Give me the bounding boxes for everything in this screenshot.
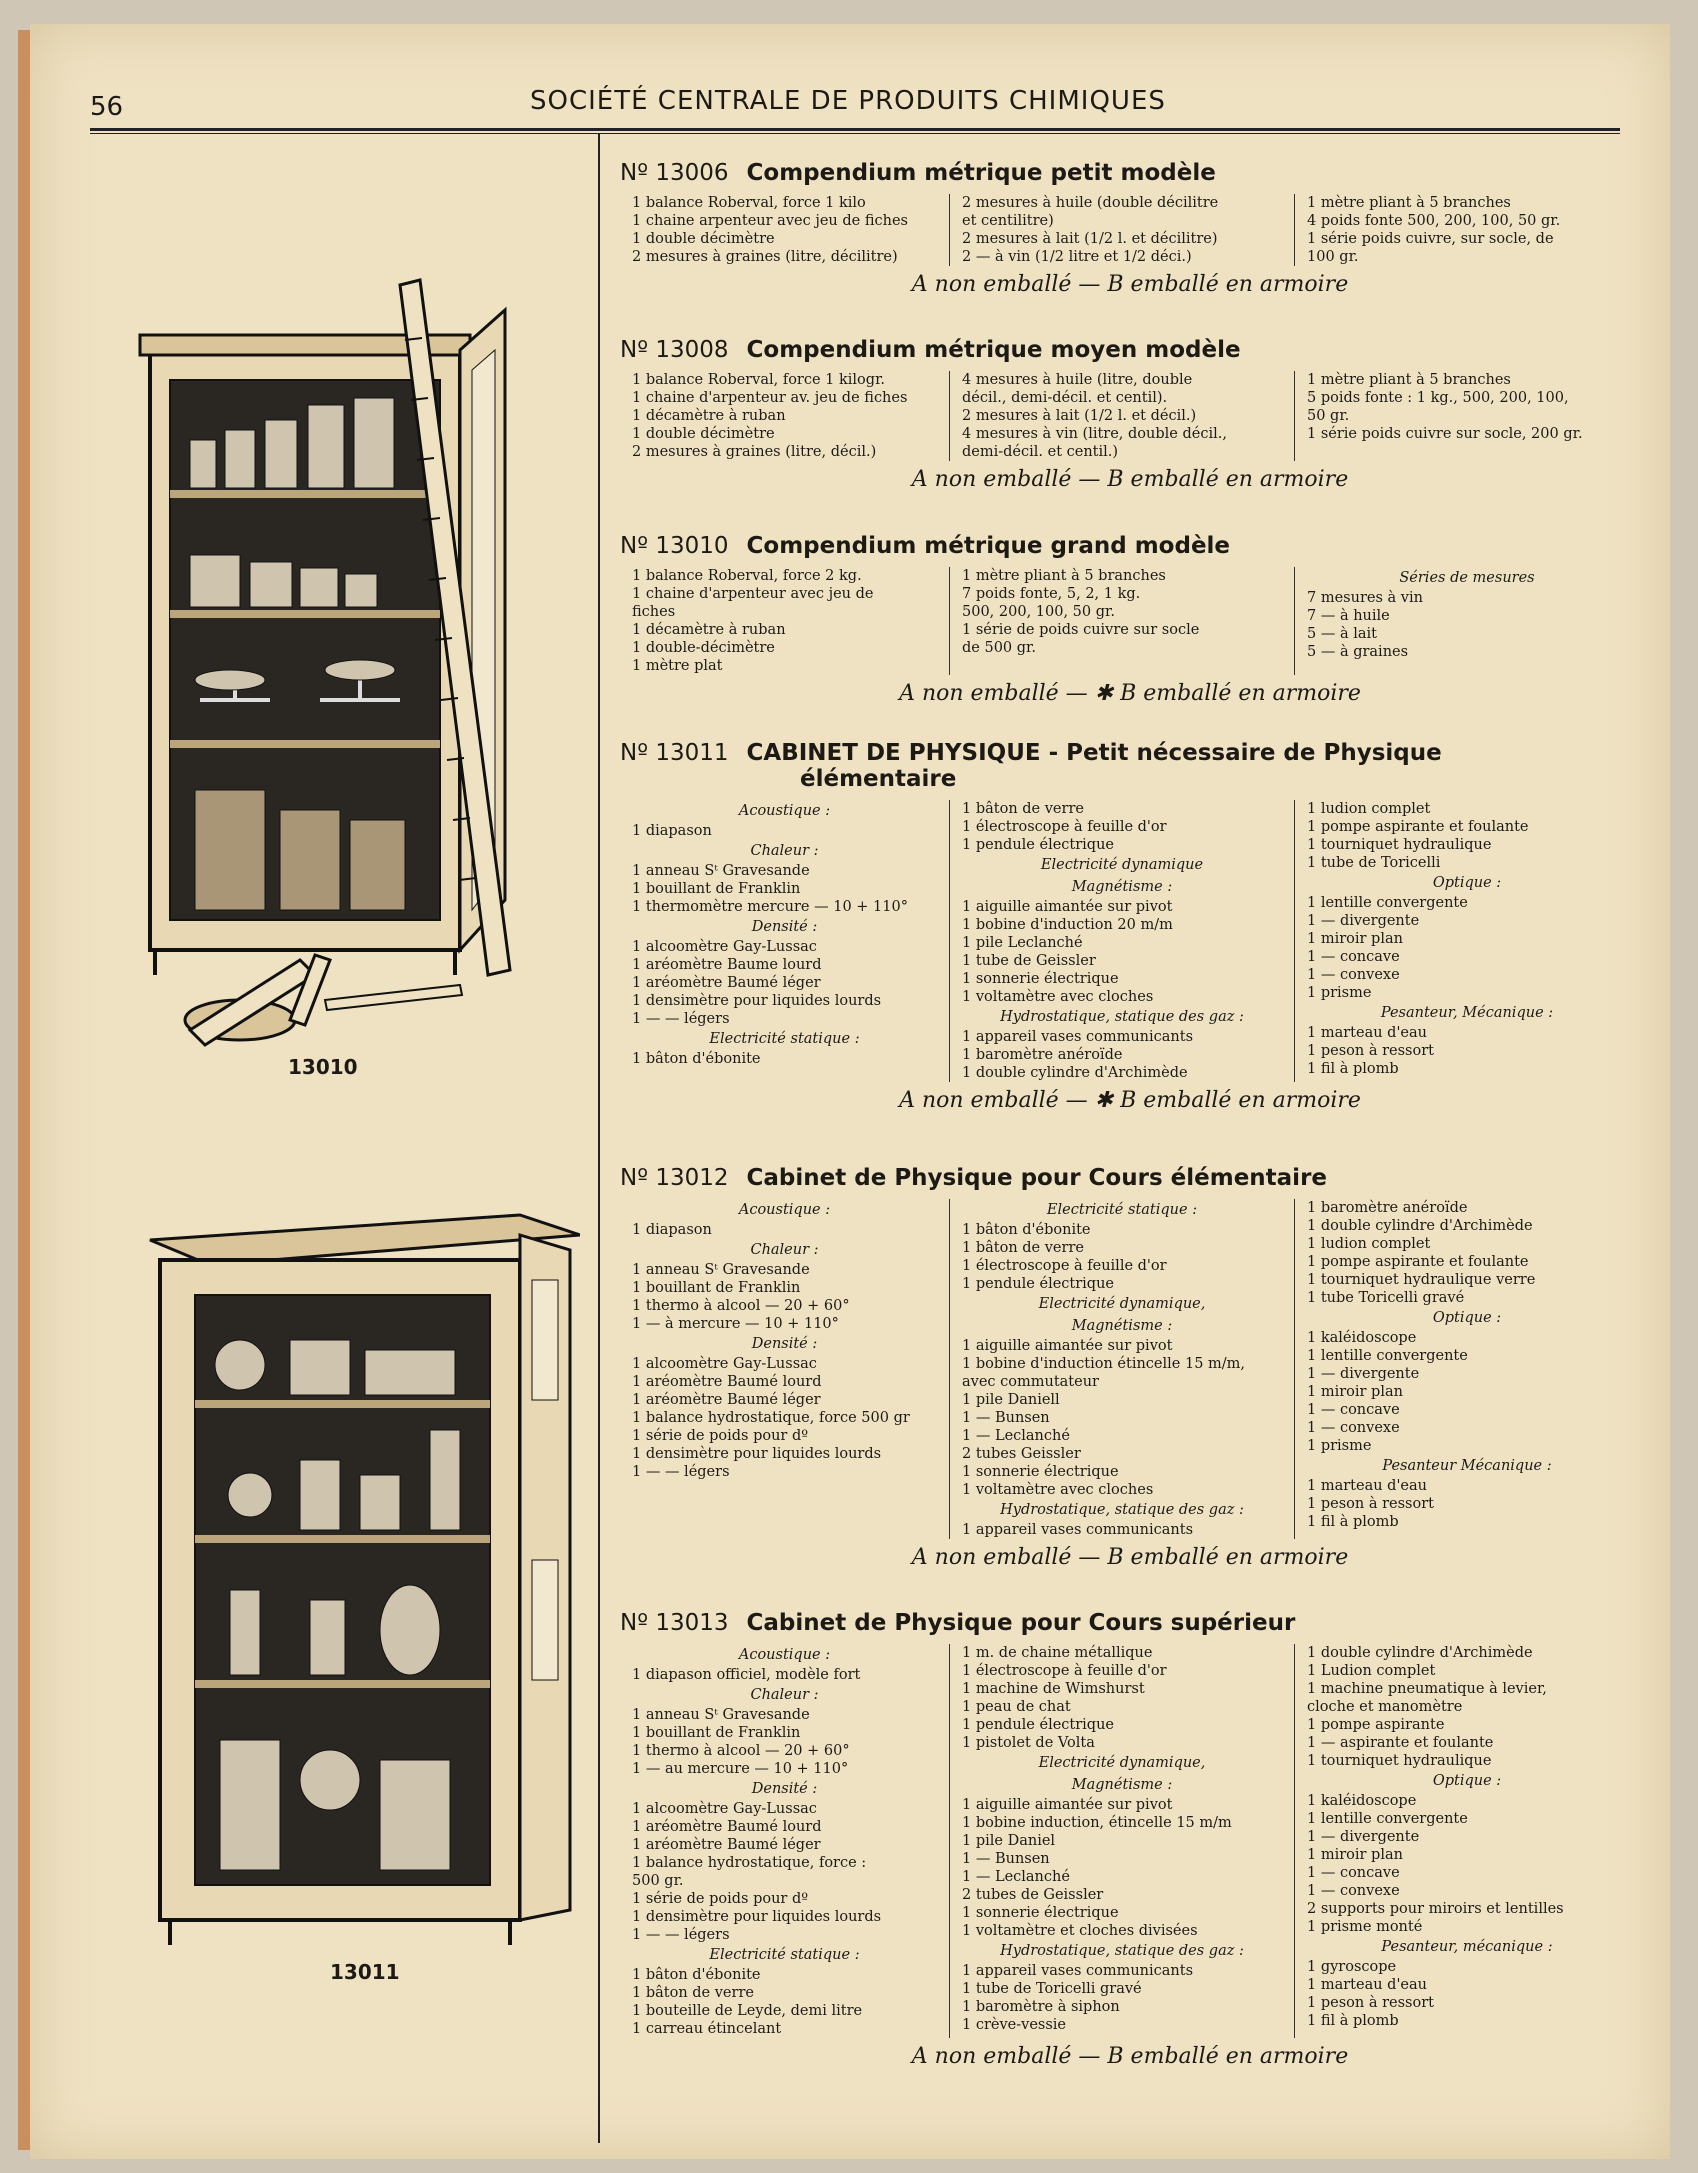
item-line: 100 gr. xyxy=(1307,249,1359,265)
item-line: 1 décamètre à ruban xyxy=(632,408,786,424)
item-line: 1 ludion complet xyxy=(1307,1236,1431,1252)
item-line: 1 anneau Sᵗ Gravesande xyxy=(632,863,810,879)
item-line: 2 mesures à graines (litre, décil.) xyxy=(632,444,877,460)
item-line: 1 — convexe xyxy=(1307,1420,1400,1436)
item-line: 1 peson à ressort xyxy=(1307,1496,1434,1512)
category-heading: Electricité statique : xyxy=(1046,1202,1198,1218)
item-line: 1 machine pneumatique à levier, xyxy=(1307,1681,1547,1697)
item-line: 1 anneau Sᵗ Gravesande xyxy=(632,1262,810,1278)
category-heading: Magnétisme : xyxy=(1071,1318,1173,1334)
item-line: 1 — Leclanché xyxy=(962,1869,1070,1885)
item-line: 1 aréomètre Baumé lourd xyxy=(632,1819,822,1835)
item-line: 1 peau de chat xyxy=(962,1699,1071,1715)
item-line: 1 — divergente xyxy=(1307,1829,1420,1845)
item-line: 1 bouillant de Franklin xyxy=(632,1725,801,1741)
item-line: 1 série de poids pour dº xyxy=(632,1891,809,1907)
item-line: 1 bâton d'ébonite xyxy=(632,1051,761,1067)
item-line: 1 double décimètre xyxy=(632,231,775,247)
item-line: 1 bobine d'induction 20 m/m xyxy=(962,917,1173,933)
item-line: 1 — concave xyxy=(1307,949,1400,965)
item-line: 2 mesures à lait (1/2 l. et décilitre) xyxy=(962,231,1218,247)
item-line: 1 miroir plan xyxy=(1307,931,1403,947)
entry-number: Nº 13011 xyxy=(620,740,729,766)
entry-number: Nº 13006 xyxy=(620,160,729,186)
category-heading: Optique : xyxy=(1432,875,1502,891)
item-line: 1 thermomètre mercure — 10 + 110° xyxy=(632,899,908,915)
item-line: 1 densimètre pour liquides lourds xyxy=(632,993,882,1009)
item-line: 1 double cylindre d'Archimède xyxy=(962,1065,1188,1081)
item-line: 1 électroscope à feuille d'or xyxy=(962,1663,1167,1679)
item-line: 7 poids fonte, 5, 2, 1 kg. xyxy=(962,586,1141,602)
item-line: 1 kaléidoscope xyxy=(1307,1330,1417,1346)
item-line: 1 tube Toricelli gravé xyxy=(1307,1290,1465,1306)
item-line: 1 tourniquet hydraulique xyxy=(1307,1753,1492,1769)
item-line: 1 balance hydrostatique, force 500 gr xyxy=(632,1410,910,1426)
item-line: 1 série de poids cuivre sur socle xyxy=(962,622,1200,638)
entry-column xyxy=(1294,194,1639,266)
category-heading: Acoustique : xyxy=(738,1647,831,1663)
entry-columns xyxy=(620,800,1640,1082)
entry-column xyxy=(620,800,949,1082)
item-line: 1 prisme xyxy=(1307,985,1372,1001)
page-edge xyxy=(18,30,30,2150)
item-line: 1 prisme xyxy=(1307,1438,1372,1454)
item-line: 1 pendule électrique xyxy=(962,1717,1115,1733)
item-line: 1 anneau Sᵗ Gravesande xyxy=(632,1707,810,1723)
item-line: 1 — concave xyxy=(1307,1865,1400,1881)
item-line: 1 pompe aspirante et foulante xyxy=(1307,819,1529,835)
item-line: 1 gyroscope xyxy=(1307,1959,1397,1975)
item-line: 1 chaine arpenteur avec jeu de fiches xyxy=(632,213,908,229)
category-heading: Densité : xyxy=(751,919,818,935)
category-heading: Electricité dynamique, xyxy=(1038,1296,1206,1312)
category-heading: Pesanteur, mécanique : xyxy=(1381,1939,1553,1955)
item-line: 1 Ludion complet xyxy=(1307,1663,1436,1679)
item-line: 1 — — légers xyxy=(632,1464,730,1480)
item-line: 1 — Bunsen xyxy=(962,1410,1050,1426)
item-line: 1 fil à plomb xyxy=(1307,1514,1399,1530)
page-header xyxy=(90,60,1620,120)
category-heading: Acoustique : xyxy=(738,803,831,819)
item-line: 4 mesures à vin (litre, double décil., xyxy=(962,426,1227,442)
item-line: 1 — convexe xyxy=(1307,967,1400,983)
item-line: 1 série poids cuivre, sur socle, de xyxy=(1307,231,1554,247)
category-heading: Optique : xyxy=(1432,1310,1502,1326)
catalog-entry-13012 xyxy=(620,1165,1640,1570)
item-line: 1 diapason xyxy=(632,823,712,839)
item-line: 1 sonnerie électrique xyxy=(962,1464,1119,1480)
category-heading: Electricité dynamique xyxy=(1040,857,1204,873)
entry-title-continued: élémentaire xyxy=(800,766,957,792)
entry-column xyxy=(1294,371,1639,461)
entry-title xyxy=(620,1610,1640,1636)
illustration-label-13010: 13010 xyxy=(288,1055,358,1079)
packaging-options: A non emballé — ✱ B emballé en armoire xyxy=(899,681,1361,706)
item-line: 1 tourniquet hydraulique xyxy=(1307,837,1492,853)
item-line: 1 peson à ressort xyxy=(1307,1043,1434,1059)
item-line: 1 densimètre pour liquides lourds xyxy=(632,1909,882,1925)
item-line: 1 alcoomètre Gay-Lussac xyxy=(632,1356,817,1372)
item-line: 1 double cylindre d'Archimède xyxy=(1307,1218,1533,1234)
category-heading: Chaleur : xyxy=(750,1242,819,1258)
item-line: 1 carreau étincelant xyxy=(632,2021,782,2037)
item-line: 7 — à huile xyxy=(1307,608,1390,624)
item-line: 1 aiguille aimantée sur pivot xyxy=(962,899,1173,915)
category-heading: Pesanteur Mécanique : xyxy=(1382,1458,1552,1474)
category-heading: Hydrostatique, statique des gaz : xyxy=(1000,1502,1244,1518)
item-line: 1 aréomètre Baume lourd xyxy=(632,957,822,973)
item-line: 1 kaléidoscope xyxy=(1307,1793,1417,1809)
item-line: 1 pendule électrique xyxy=(962,837,1115,853)
packaging-options: A non emballé — ✱ B emballé en armoire xyxy=(899,1088,1361,1113)
item-line: 1 bâton d'ébonite xyxy=(962,1222,1091,1238)
entry-column xyxy=(1294,1644,1639,2038)
item-line: 1 aréomètre Baumé lourd xyxy=(632,1374,822,1390)
entry-columns xyxy=(620,1644,1640,2038)
item-line: 1 baromètre anéroïde xyxy=(962,1047,1123,1063)
entry-name: CABINET DE PHYSIQUE - Petit nécessaire de Physique xyxy=(746,740,1442,766)
item-line: 7 mesures à vin xyxy=(1307,590,1423,606)
category-heading: Electricité statique : xyxy=(709,1947,860,1963)
category-heading: Séries de mesures xyxy=(1399,570,1535,586)
entry-column xyxy=(1294,567,1639,675)
category-heading: Densité : xyxy=(751,1336,818,1352)
item-line: 1 — divergente xyxy=(1307,913,1420,929)
category-heading: Chaleur : xyxy=(750,1687,819,1703)
entry-column xyxy=(949,1199,1294,1539)
item-line: 1 — concave xyxy=(1307,1402,1400,1418)
item-line: 1 aréomètre Baumé léger xyxy=(632,1837,821,1853)
entry-column xyxy=(620,1644,949,2038)
item-line: 1 appareil vases communicants xyxy=(962,1522,1194,1538)
item-line: 1 miroir plan xyxy=(1307,1384,1403,1400)
item-line: 1 sonnerie électrique xyxy=(962,971,1119,987)
item-line: 1 prisme monté xyxy=(1307,1919,1423,1935)
item-line: 1 lentille convergente xyxy=(1307,1811,1468,1827)
entry-columns xyxy=(620,1199,1640,1539)
item-line: 1 — au mercure — 10 + 110° xyxy=(632,1761,849,1777)
item-line: 1 peson à ressort xyxy=(1307,1995,1434,2011)
entry-name: Compendium métrique petit modèle xyxy=(746,160,1216,186)
item-line: 1 tourniquet hydraulique verre xyxy=(1307,1272,1536,1288)
item-line: 1 — divergente xyxy=(1307,1366,1420,1382)
column-divider xyxy=(598,133,600,2143)
item-line: 1 thermo à alcool — 20 + 60° xyxy=(632,1298,850,1314)
entry-name: Cabinet de Physique pour Cours supérieur xyxy=(746,1610,1296,1636)
item-line: fiches xyxy=(632,604,676,620)
entry-number: Nº 13013 xyxy=(620,1610,729,1636)
entry-column xyxy=(620,567,949,675)
page-title: SOCIÉTÉ CENTRALE DE PRODUITS CHIMIQUES xyxy=(530,86,1166,116)
item-line: 1 mètre pliant à 5 branches xyxy=(962,568,1166,584)
item-line: 1 double cylindre d'Archimède xyxy=(1307,1645,1533,1661)
entry-columns xyxy=(620,194,1640,266)
item-line: 1 balance Roberval, force 1 kilo xyxy=(632,195,866,211)
entry-number: Nº 13012 xyxy=(620,1165,729,1191)
item-line: 1 chaine d'arpenteur av. jeu de fiches xyxy=(632,390,908,406)
item-line: 1 tube de Toricelli gravé xyxy=(962,1981,1142,1997)
item-line: 2 mesures à huile (double décilitre xyxy=(962,195,1219,211)
item-line: 1 marteau d'eau xyxy=(1307,1025,1427,1041)
item-line: 1 baromètre à siphon xyxy=(962,1999,1120,2015)
item-line: 1 bâton de verre xyxy=(632,1985,754,2001)
category-heading: Optique : xyxy=(1432,1773,1502,1789)
entry-title xyxy=(620,740,1640,766)
item-line: 1 — convexe xyxy=(1307,1883,1400,1899)
item-line: 1 — Bunsen xyxy=(962,1851,1050,1867)
item-line: 2 mesures à graines (litre, décilitre) xyxy=(632,249,898,265)
category-heading: Chaleur : xyxy=(750,843,819,859)
entry-title xyxy=(620,1165,1640,1191)
category-heading: Electricité dynamique, xyxy=(1038,1755,1206,1771)
item-line: 1 mètre plat xyxy=(632,658,723,674)
header-rule xyxy=(90,128,1620,134)
category-heading: Electricité statique : xyxy=(709,1031,860,1047)
item-line: 1 balance Roberval, force 2 kg. xyxy=(632,568,862,584)
item-line: décil., demi-décil. et centil). xyxy=(962,390,1168,406)
entry-title xyxy=(620,533,1640,559)
item-line: 1 pistolet de Volta xyxy=(962,1735,1095,1751)
item-line: 1 sonnerie électrique xyxy=(962,1905,1119,1921)
item-line: 1 voltamètre et cloches divisées xyxy=(962,1923,1198,1939)
entry-name: Compendium métrique grand modèle xyxy=(746,533,1231,559)
packaging-options: A non emballé — B emballé en armoire xyxy=(911,1545,1349,1570)
catalog-entry-13006 xyxy=(620,160,1640,297)
item-line: 1 fil à plomb xyxy=(1307,2013,1399,2029)
item-line: 1 alcoomètre Gay-Lussac xyxy=(632,1801,817,1817)
entry-column xyxy=(949,1644,1294,2038)
item-line: 50 gr. xyxy=(1307,408,1350,424)
entry-column xyxy=(949,194,1294,266)
item-line: 1 double-décimètre xyxy=(632,640,775,656)
item-line: 1 — Leclanché xyxy=(962,1428,1070,1444)
item-line: 2 supports pour miroirs et lentilles xyxy=(1307,1901,1564,1917)
item-line: 1 tube de Geissler xyxy=(962,953,1096,969)
item-line: 5 poids fonte : 1 kg., 500, 200, 100, xyxy=(1307,390,1569,406)
item-line: 1 bâton de verre xyxy=(962,1240,1084,1256)
item-line: 1 diapason officiel, modèle fort xyxy=(632,1667,861,1683)
entry-name: Compendium métrique moyen modèle xyxy=(746,337,1241,363)
item-line: 500 gr. xyxy=(632,1873,684,1889)
item-line: 1 série poids cuivre sur socle, 200 gr. xyxy=(1307,426,1583,442)
cabinet-13011-drawing xyxy=(140,1190,580,1950)
item-line: 1 électroscope à feuille d'or xyxy=(962,1258,1167,1274)
item-line: 1 pendule électrique xyxy=(962,1276,1115,1292)
item-line: 1 lentille convergente xyxy=(1307,895,1468,911)
cabinet-13010-drawing xyxy=(130,240,590,1090)
item-line: 1 — à mercure — 10 + 110° xyxy=(632,1316,839,1332)
item-line: 1 marteau d'eau xyxy=(1307,1977,1427,1993)
item-line: 1 chaine d'arpenteur avec jeu de xyxy=(632,586,874,602)
item-line: 1 électroscope à feuille d'or xyxy=(962,819,1167,835)
item-line: 2 — à vin (1/2 litre et 1/2 déci.) xyxy=(962,249,1192,265)
item-line: 1 pompe aspirante et foulante xyxy=(1307,1254,1529,1270)
item-line: 1 densimètre pour liquides lourds xyxy=(632,1446,882,1462)
item-line: 1 ludion complet xyxy=(1307,801,1431,817)
catalog-entry-13010 xyxy=(620,533,1640,706)
item-line: 1 machine de Wimshurst xyxy=(962,1681,1145,1697)
item-line: 1 appareil vases communicants xyxy=(962,1963,1194,1979)
category-heading: Magnétisme : xyxy=(1071,1777,1173,1793)
illustration-compendium-cabinet xyxy=(130,240,590,1090)
item-line: 1 aiguille aimantée sur pivot xyxy=(962,1338,1173,1354)
item-line: cloche et manomètre xyxy=(1307,1699,1463,1715)
item-line: 1 pile Daniel xyxy=(962,1833,1056,1849)
packaging-options: A non emballé — B emballé en armoire xyxy=(911,2044,1349,2069)
item-line: 1 tube de Toricelli xyxy=(1307,855,1441,871)
entry-column xyxy=(949,800,1294,1082)
entry-title xyxy=(620,160,1640,186)
item-line: 1 série de poids pour dº xyxy=(632,1428,809,1444)
item-line: 4 mesures à huile (litre, double xyxy=(962,372,1193,388)
category-heading: Hydrostatique, statique des gaz : xyxy=(1000,1009,1244,1025)
catalog-entry-13013 xyxy=(620,1610,1640,2069)
entry-column xyxy=(1294,1199,1639,1539)
item-line: 1 alcoomètre Gay-Lussac xyxy=(632,939,817,955)
item-line: 1 bouillant de Franklin xyxy=(632,1280,801,1296)
item-line: 1 bobine d'induction étincelle 15 m/m, xyxy=(962,1356,1246,1372)
item-line: 1 m. de chaine métallique xyxy=(962,1645,1153,1661)
item-line: 1 double décimètre xyxy=(632,426,775,442)
category-heading: Magnétisme : xyxy=(1071,879,1173,895)
category-heading: Densité : xyxy=(751,1781,818,1797)
item-line: 5 — à lait xyxy=(1307,626,1377,642)
catalog-entry-13011 xyxy=(620,740,1640,1113)
item-line: 2 tubes Geissler xyxy=(962,1446,1081,1462)
item-line: 1 pile Daniell xyxy=(962,1392,1060,1408)
item-line: 4 poids fonte 500, 200, 100, 50 gr. xyxy=(1307,213,1561,229)
entry-column xyxy=(620,194,949,266)
catalog-entry-13008 xyxy=(620,337,1640,492)
category-heading: Acoustique : xyxy=(738,1202,831,1218)
entry-column xyxy=(620,1199,949,1539)
category-heading: Pesanteur, Mécanique : xyxy=(1380,1005,1554,1021)
item-line: demi-décil. et centil.) xyxy=(962,444,1119,460)
item-line: 1 bâton d'ébonite xyxy=(632,1967,761,1983)
item-line: 1 fil à plomb xyxy=(1307,1061,1399,1077)
item-line: 1 diapason xyxy=(632,1222,712,1238)
item-line: 1 — — légers xyxy=(632,1927,730,1943)
item-line: de 500 gr. xyxy=(962,640,1036,656)
item-line: 1 aréomètre Baumé léger xyxy=(632,1392,821,1408)
entry-column xyxy=(1294,800,1639,1082)
item-line: 5 — à graines xyxy=(1307,644,1409,660)
item-line: 1 marteau d'eau xyxy=(1307,1478,1427,1494)
item-line: 1 pompe aspirante xyxy=(1307,1717,1445,1733)
item-line: 1 bouillant de Franklin xyxy=(632,881,801,897)
entry-column xyxy=(949,567,1294,675)
item-line: 1 bobine induction, étincelle 15 m/m xyxy=(962,1815,1232,1831)
item-line: 2 mesures à lait (1/2 l. et décil.) xyxy=(962,408,1197,424)
item-line: 500, 200, 100, 50 gr. xyxy=(962,604,1115,620)
item-line: 1 lentille convergente xyxy=(1307,1348,1468,1364)
item-line: 1 mètre pliant à 5 branches xyxy=(1307,195,1511,211)
entry-columns xyxy=(620,371,1640,461)
item-line: 1 bouteille de Leyde, demi litre xyxy=(632,2003,863,2019)
item-line: avec commutateur xyxy=(962,1374,1099,1390)
item-line: 1 aréomètre Baumé léger xyxy=(632,975,821,991)
item-line: 1 pile Leclanché xyxy=(962,935,1083,951)
category-heading: Hydrostatique, statique des gaz : xyxy=(1000,1943,1244,1959)
item-line: 1 crève-vessie xyxy=(962,2017,1067,2033)
item-line: 1 miroir plan xyxy=(1307,1847,1403,1863)
item-line: 2 tubes de Geissler xyxy=(962,1887,1104,1903)
item-line: et centilitre) xyxy=(962,213,1054,229)
item-line: 1 appareil vases communicants xyxy=(962,1029,1194,1045)
item-line: 1 baromètre anéroïde xyxy=(1307,1200,1468,1216)
entry-column xyxy=(949,371,1294,461)
entry-number: Nº 13010 xyxy=(620,533,729,559)
illustration-physics-cabinet xyxy=(140,1190,580,1950)
page-number: 56 xyxy=(90,92,124,122)
item-line: 1 — aspirante et foulante xyxy=(1307,1735,1494,1751)
packaging-options: A non emballé — B emballé en armoire xyxy=(911,272,1349,297)
item-line: 1 balance Roberval, force 1 kilogr. xyxy=(632,372,886,388)
entry-name: Cabinet de Physique pour Cours élémentaire xyxy=(746,1165,1328,1191)
illustration-label-13011: 13011 xyxy=(330,1960,400,1984)
packaging-options: A non emballé — B emballé en armoire xyxy=(911,467,1349,492)
item-line: 1 balance hydrostatique, force : xyxy=(632,1855,867,1871)
entry-columns xyxy=(620,567,1640,675)
item-line: 1 décamètre à ruban xyxy=(632,622,786,638)
entry-column xyxy=(620,371,949,461)
item-line: 1 voltamètre avec cloches xyxy=(962,1482,1154,1498)
item-line: 1 thermo à alcool — 20 + 60° xyxy=(632,1743,850,1759)
item-line: 1 mètre pliant à 5 branches xyxy=(1307,372,1511,388)
entry-title xyxy=(620,337,1640,363)
item-line: 1 bâton de verre xyxy=(962,801,1084,817)
item-line: 1 aiguille aimantée sur pivot xyxy=(962,1797,1173,1813)
entry-number: Nº 13008 xyxy=(620,337,729,363)
item-line: 1 — — légers xyxy=(632,1011,730,1027)
item-line: 1 voltamètre avec cloches xyxy=(962,989,1154,1005)
